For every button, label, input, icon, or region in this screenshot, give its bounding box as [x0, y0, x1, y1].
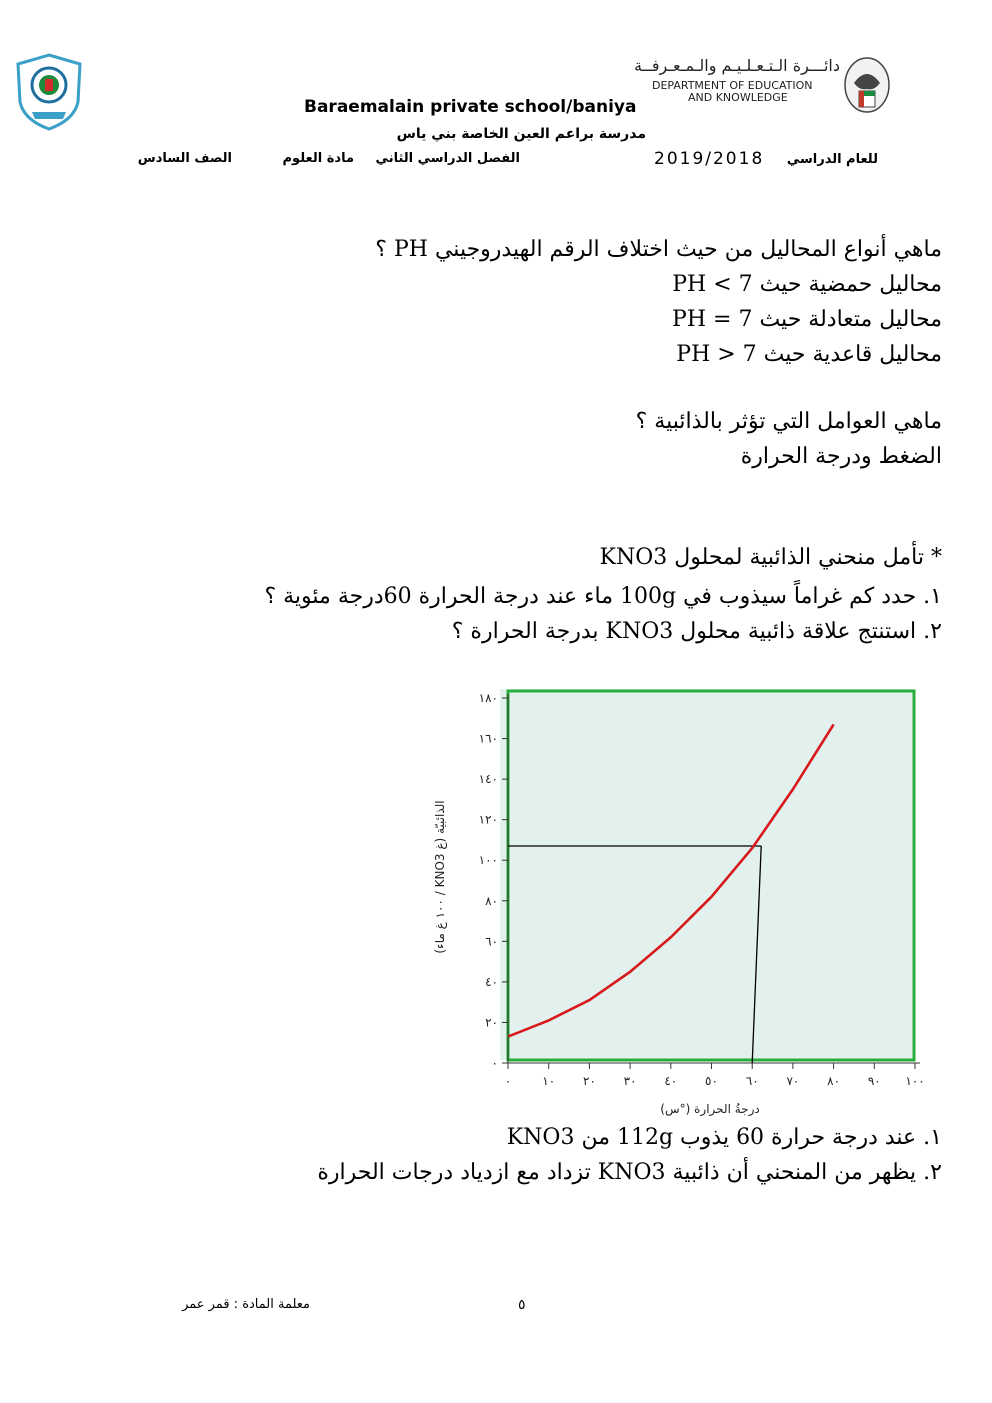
x-tick-label: ٢٠ [582, 1074, 596, 1088]
ph-answer-basic: محاليل قاعدية حيث PH > 7 [676, 342, 942, 367]
curve-question-2: ٢. استنتج علاقة ذائبية محلول KNO3 بدرجة الحرارة ؟ [451, 619, 942, 644]
x-tick-label: ٦٠ [745, 1074, 759, 1088]
semester: الفصل الدراسي الثاني [375, 151, 520, 166]
school-name-english: Baraemalain private school/baniya [304, 97, 637, 117]
department-name-english-2: AND KNOWLEDGE [688, 91, 788, 104]
x-tick-label: ٨٠ [827, 1074, 841, 1088]
answer-1: ١. عند درجة حرارة 60 يذوب 112g من KNO3 [506, 1125, 942, 1150]
x-tick-label: ٤٠ [664, 1074, 678, 1088]
school-year-label: للعام الدراسي [786, 152, 878, 167]
y-tick-label: ٤٠ [485, 974, 498, 989]
y-tick-label: ١٤٠ [478, 772, 498, 787]
y-tick-label: ١٦٠ [478, 731, 498, 746]
y-tick-label: ٦٠ [485, 934, 498, 949]
ph-question: ماهي أنواع المحاليل من حيث اختلاف الرقم الهيدروجيني PH ؟ [375, 237, 942, 262]
x-tick-label: ٥٠ [705, 1074, 718, 1088]
curve-question-1: ١. حدد كم غراماً سيذوب في 100g ماء عند درجة الحرارة 60درجة مئوية ؟ [264, 584, 942, 609]
ph-answer-neutral: محاليل متعادلة حيث PH = 7 [672, 307, 942, 332]
grade: الصف السادس [137, 151, 232, 166]
school-name-arabic: مدرسة براعم العين الخاصة بني ياس [396, 126, 646, 142]
school-logo [14, 52, 84, 132]
department-name-arabic: دائـــرة الـتـعـلـيـم والـمـعـرفــة [633, 56, 840, 75]
solubility-factors-question: ماهي العوامل التي تؤثر بالذائبية ؟ [635, 409, 942, 434]
y-tick-label: ٢٠ [485, 1015, 498, 1030]
x-axis-label: درجةُ الحرارة (°س) [660, 1102, 760, 1116]
x-tick-label: ٩٠ [867, 1074, 881, 1088]
school-year: 2019/2018 [654, 149, 765, 169]
page-number: ٥ [518, 1297, 526, 1313]
solubility-factors-answer: الضغط ودرجة الحرارة [740, 444, 942, 469]
department-name-english-1: DEPARTMENT OF EDUCATION [652, 79, 813, 92]
ph-answer-acidic: محاليل حمضية حيث PH < 7 [672, 272, 942, 297]
y-tick-label: ٠ [491, 1056, 498, 1070]
department-logo [842, 55, 892, 115]
x-tick-label: ٠ [504, 1074, 512, 1088]
x-tick-label: ٣٠ [623, 1074, 637, 1088]
solubility-chart [410, 680, 950, 1120]
answer-2: ٢. يظهر من المنحني أن ذائبية KNO3 تزداد مع ازدياد درجات الحرارة [317, 1160, 942, 1185]
y-tick-label: ١٨٠ [478, 691, 498, 705]
x-tick-label: ٧٠ [786, 1074, 800, 1088]
teacher-name: معلمة المادة : قمر عمر [182, 1297, 310, 1312]
chart-background [500, 689, 915, 1060]
subject: مادة العلوم [282, 151, 354, 166]
y-tick-label: ١٢٠ [478, 812, 498, 827]
x-tick-label: ١٠ [542, 1074, 556, 1088]
y-tick-label: ١٠٠ [478, 853, 498, 868]
x-tick-label: ١٠٠ [905, 1074, 925, 1088]
y-tick-label: ٨٠ [485, 893, 498, 908]
curve-intro: * تأمل منحني الذائبية لمحلول KNO3 [599, 545, 942, 570]
y-axis-label: الذائبيّة (غ KNO3 / ١٠٠ غ ماء) [433, 800, 447, 954]
